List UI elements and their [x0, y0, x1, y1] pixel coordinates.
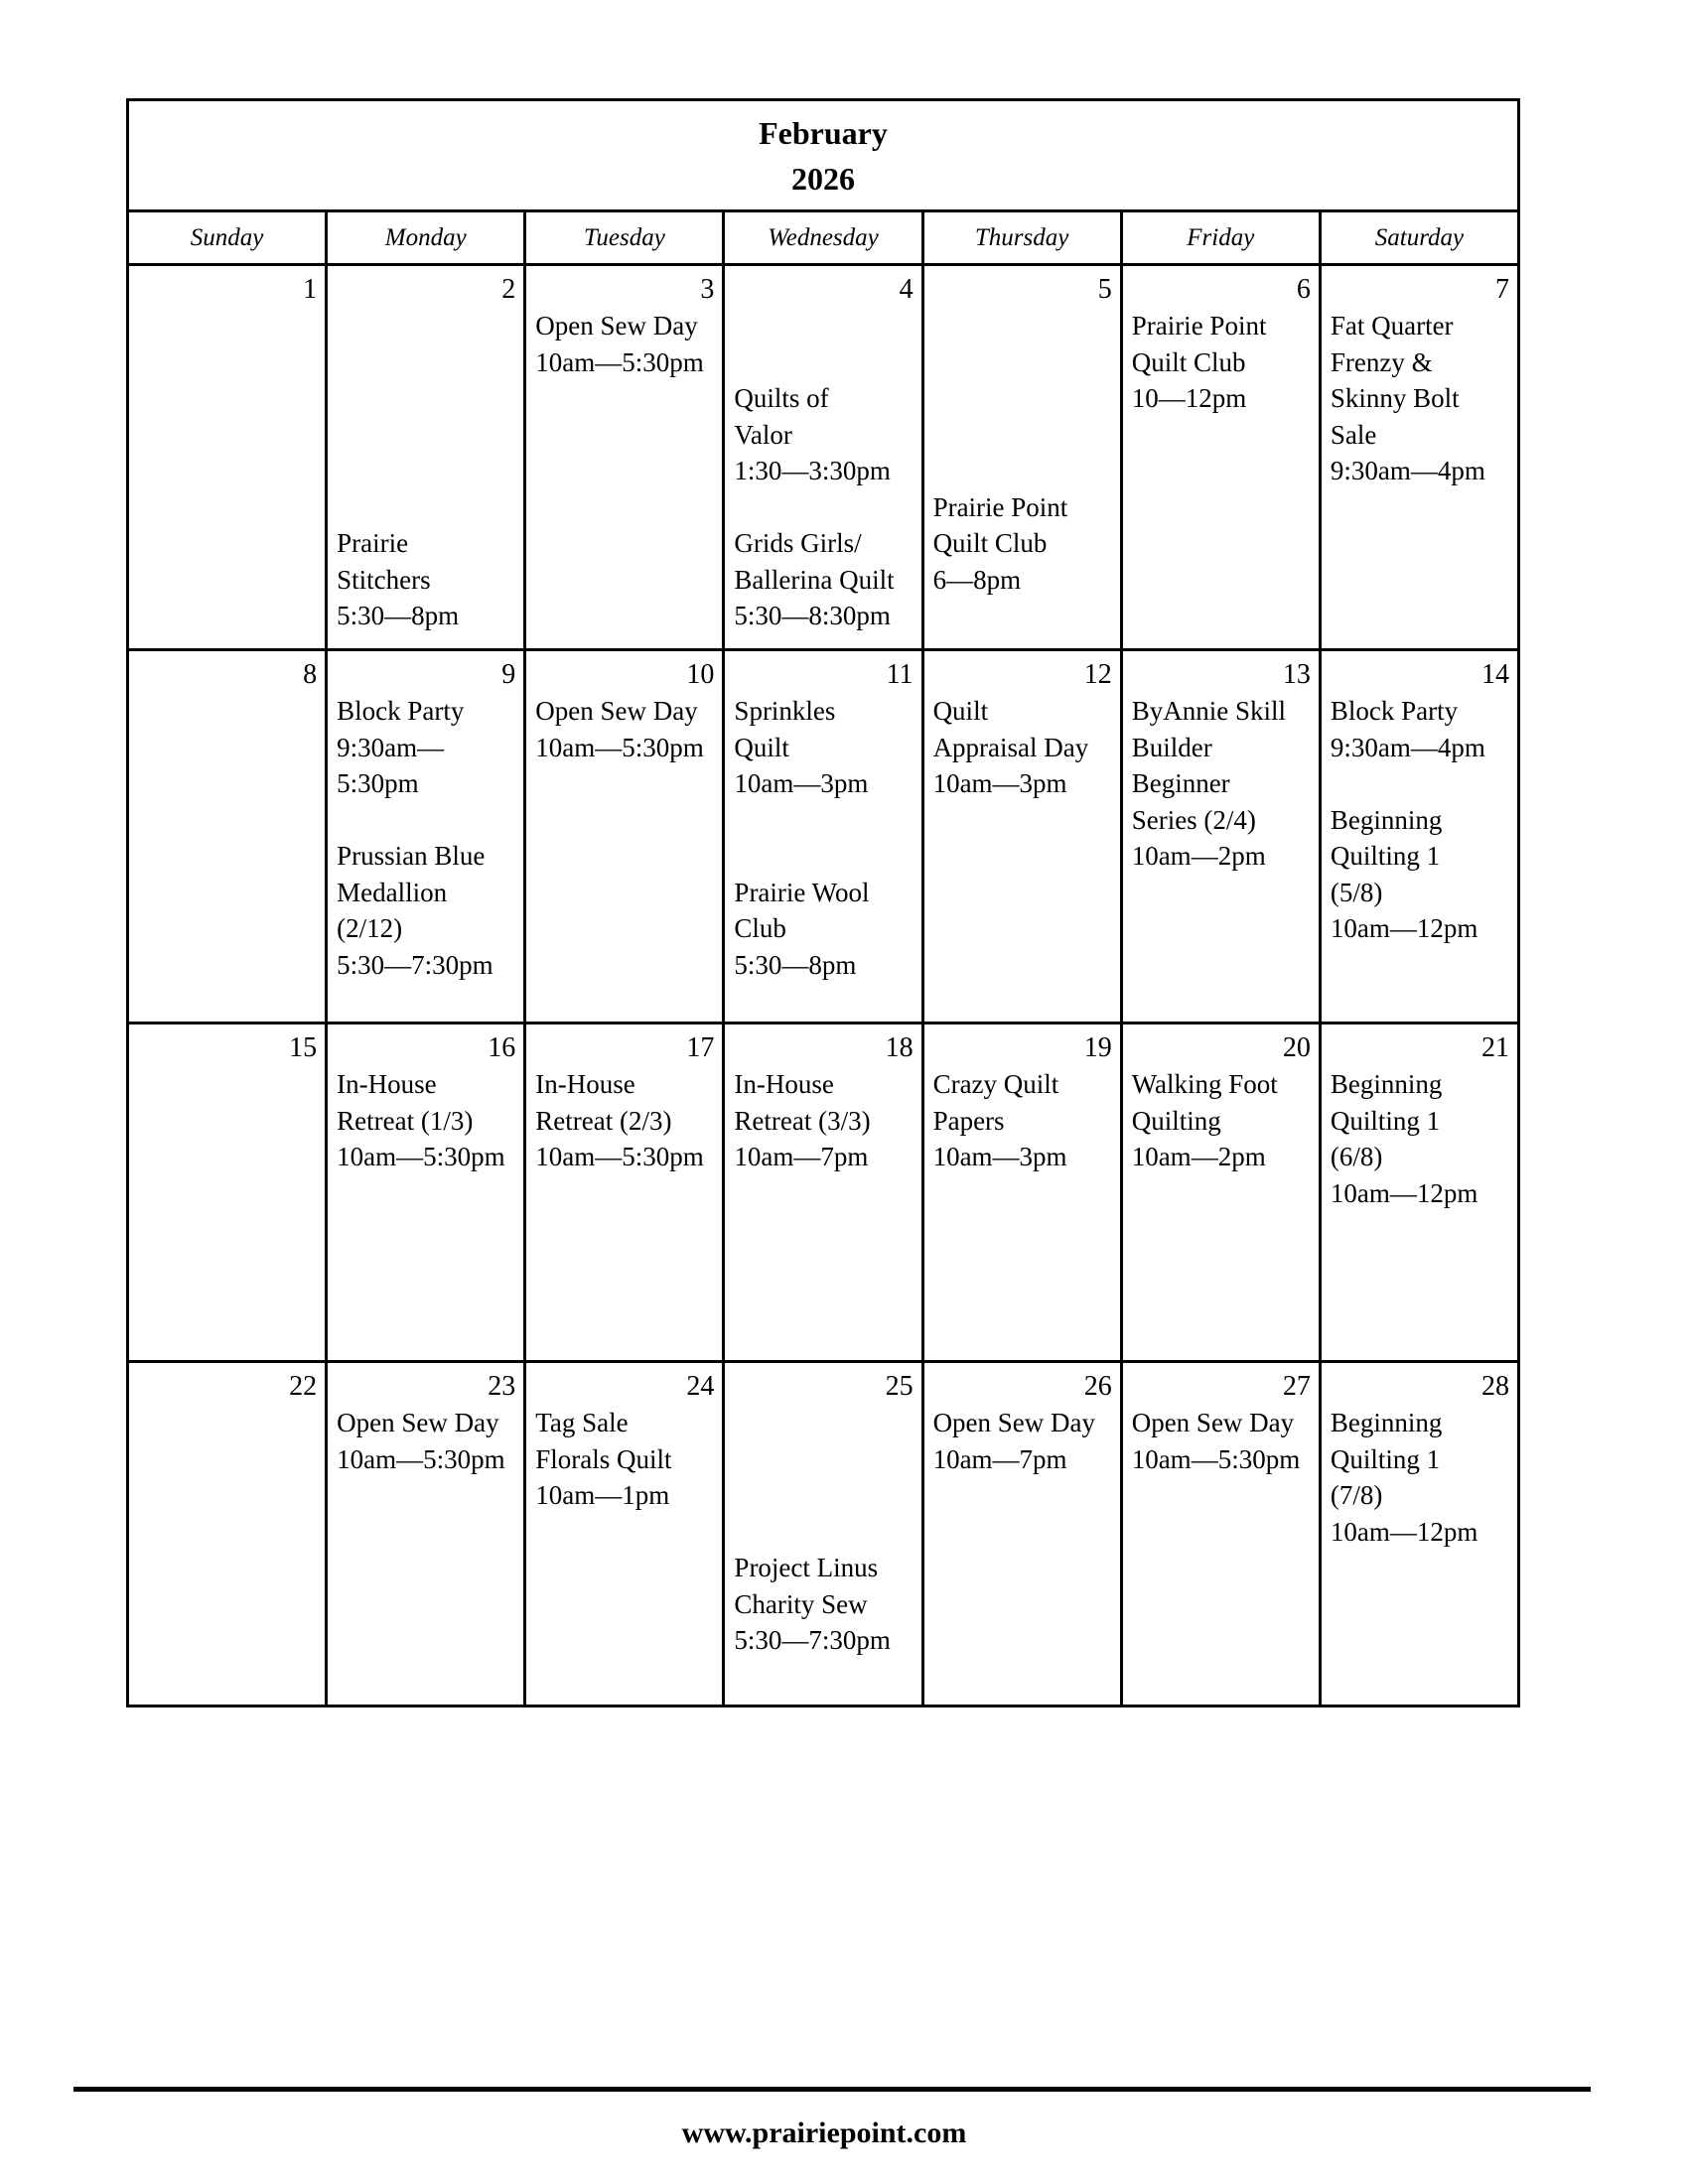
event-text: 10—12pm	[1131, 383, 1247, 413]
day-cell	[327, 1362, 525, 1706]
day-number: 1	[303, 274, 318, 305]
event-text: 10am—3pm	[734, 768, 869, 798]
event-text: 10am—3pm	[932, 1142, 1067, 1171]
day-number: 15	[289, 1032, 318, 1063]
spacer	[734, 838, 913, 875]
event-text: Sale	[1330, 419, 1377, 450]
event-text: Retreat (2/3)	[535, 1105, 672, 1136]
event-text: In-House	[535, 1069, 635, 1099]
event-text: 10am—2pm	[1131, 1142, 1266, 1171]
day-cell	[128, 1362, 327, 1706]
event-text: Open Sew Day	[535, 311, 698, 341]
day-number: 26	[1083, 1371, 1112, 1402]
event-text: Open Sew Day	[337, 1408, 499, 1437]
event-text: Florals Quilt	[535, 1443, 672, 1474]
event-text: Prairie Point	[932, 491, 1068, 522]
event-text: Grids Girls/	[734, 528, 862, 558]
event-text: Quilt	[734, 732, 789, 762]
event-text: Builder	[1131, 732, 1212, 762]
day-number: 8	[303, 659, 318, 690]
day-number: 20	[1282, 1032, 1311, 1063]
calendar-body	[128, 265, 1519, 1706]
event-text: Block Party	[1330, 696, 1459, 726]
day-number: 23	[488, 1371, 516, 1402]
event-text: 10am—12pm	[1330, 1516, 1478, 1547]
event-text: Quilting	[1131, 1105, 1221, 1136]
year: 2026	[791, 160, 855, 197]
day-cell	[327, 1024, 525, 1362]
event-text: (5/8)	[1330, 877, 1383, 907]
day-number: 27	[1282, 1371, 1311, 1402]
day-number: 12	[1083, 659, 1112, 690]
event-text: Frenzy &	[1330, 346, 1433, 377]
event-text: 10am—7pm	[734, 1142, 869, 1171]
day-number: 9	[501, 659, 516, 690]
day-cell	[327, 265, 525, 650]
week-row	[128, 650, 1519, 1024]
event-text: 5:30pm	[337, 768, 419, 798]
event-text: 10am—5:30pm	[535, 346, 704, 377]
day-cell	[922, 650, 1121, 1024]
event-text: 10am—5:30pm	[337, 1443, 505, 1474]
day-cell	[724, 265, 922, 650]
day-number: 5	[1097, 274, 1112, 305]
weekday-friday: Friday	[1121, 211, 1320, 265]
event-text: Retreat (3/3)	[734, 1105, 871, 1136]
day-number: 22	[289, 1371, 318, 1402]
day-number: 4	[899, 274, 914, 305]
event-text: 10am—5:30pm	[1131, 1443, 1301, 1474]
event-text: 5:30—7:30pm	[337, 949, 493, 980]
spacer	[337, 802, 515, 839]
event-text: Quilt	[932, 696, 989, 726]
event-text: 9:30am—	[337, 732, 445, 762]
event-text: Appraisal Day	[932, 732, 1089, 762]
event-text: Quilt Club	[1131, 346, 1246, 377]
event-text: Skinny Bolt	[1330, 383, 1460, 413]
day-number: 13	[1282, 659, 1311, 690]
event-text: Stitchers	[337, 564, 431, 595]
spacer	[734, 802, 913, 839]
spacer	[1331, 765, 1509, 802]
calendar-header-row	[128, 100, 1519, 211]
weekday-saturday: Saturday	[1320, 211, 1518, 265]
event-text: Quilting 1	[1330, 1105, 1441, 1136]
day-cell	[128, 265, 327, 650]
spacer	[933, 344, 1112, 381]
spacer	[337, 380, 515, 417]
event-text: Quilting 1	[1330, 1443, 1441, 1474]
day-cell	[922, 1024, 1121, 1362]
event-text: Quilt Club	[932, 528, 1048, 558]
event-text: Ballerina Quilt	[734, 564, 895, 595]
day-number: 28	[1481, 1371, 1509, 1402]
day-number: 17	[686, 1032, 715, 1063]
month-name: February	[759, 114, 888, 151]
weekday-sunday: Sunday	[128, 211, 327, 265]
spacer	[734, 1405, 913, 1441]
event-text: 10am—12pm	[1330, 1177, 1478, 1208]
day-number: 19	[1083, 1032, 1112, 1063]
day-number: 10	[686, 659, 715, 690]
spacer	[337, 417, 515, 454]
event-text: Open Sew Day	[535, 696, 698, 726]
event-text: 10am—3pm	[932, 768, 1067, 798]
event-text: Beginning	[1330, 1069, 1443, 1099]
day-number: 3	[700, 274, 715, 305]
event-text: 5:30—7:30pm	[734, 1625, 891, 1655]
event-text: Block Party	[337, 696, 465, 726]
event-text: Papers	[932, 1105, 1005, 1136]
event-text: Project Linus	[734, 1553, 879, 1582]
event-text: 6—8pm	[932, 564, 1022, 595]
spacer	[734, 1441, 913, 1478]
day-cell	[525, 1362, 724, 1706]
event-text: (2/12)	[337, 913, 403, 943]
event-text: Prussian Blue	[337, 841, 486, 871]
weekday-wednesday: Wednesday	[724, 211, 922, 265]
day-number: 18	[885, 1032, 914, 1063]
day-number: 16	[488, 1032, 516, 1063]
event-text: Beginner	[1131, 768, 1230, 798]
week-row	[128, 1024, 1519, 1362]
event-text: 5:30—8:30pm	[734, 601, 891, 630]
day-cell	[1320, 1024, 1518, 1362]
event-text: Walking Foot	[1131, 1069, 1278, 1099]
footer-divider	[73, 2087, 1591, 2092]
event-text: In-House	[337, 1069, 437, 1099]
day-number: 24	[686, 1371, 715, 1402]
event-text: Quilting 1	[1330, 841, 1441, 871]
event-text: Sprinkles	[734, 696, 836, 726]
spacer	[337, 453, 515, 489]
event-text: Charity Sew	[734, 1588, 868, 1619]
event-text: 1:30—3:30pm	[734, 456, 891, 485]
day-cell	[1121, 265, 1320, 650]
day-cell	[724, 1024, 922, 1362]
day-cell	[525, 650, 724, 1024]
event-text: Beginning	[1330, 804, 1443, 835]
event-text: 10am—2pm	[1131, 841, 1266, 871]
day-cell	[1320, 650, 1518, 1024]
event-text: 10am—12pm	[1330, 913, 1478, 943]
day-cell	[1121, 1024, 1320, 1362]
day-number: 25	[885, 1371, 914, 1402]
day-cell	[724, 650, 922, 1024]
event-text: Prairie Point	[1131, 311, 1267, 341]
weekday-tuesday: Tuesday	[525, 211, 724, 265]
footer-website: www.prairiepoint.com	[681, 2116, 967, 2149]
spacer	[933, 380, 1112, 417]
day-cell	[525, 265, 724, 650]
weekday-monday: Monday	[327, 211, 525, 265]
event-text: 9:30am—4pm	[1330, 456, 1485, 485]
event-text: Crazy Quilt	[932, 1069, 1059, 1099]
event-text: Series (2/4)	[1131, 804, 1256, 835]
day-cell	[1121, 650, 1320, 1024]
calendar-table	[126, 98, 1520, 1707]
spacer	[337, 308, 515, 344]
day-number: 6	[1296, 274, 1311, 305]
event-text: ByAnnie Skill	[1131, 696, 1286, 726]
event-text: Retreat (1/3)	[337, 1105, 474, 1136]
event-text: Medallion	[337, 877, 448, 907]
calendar-title	[128, 100, 1519, 211]
event-text: Open Sew Day	[932, 1408, 1096, 1437]
weekday-row	[128, 211, 1519, 265]
event-text: 5:30—8pm	[337, 601, 460, 630]
event-text: Fat Quarter	[1330, 311, 1454, 341]
event-text: In-House	[734, 1069, 834, 1099]
event-text: (6/8)	[1330, 1142, 1383, 1171]
event-text: (7/8)	[1330, 1480, 1383, 1510]
event-text: Club	[734, 913, 786, 943]
spacer	[337, 344, 515, 381]
spacer	[734, 344, 913, 381]
day-cell	[327, 650, 525, 1024]
day-cell	[128, 650, 327, 1024]
event-text: Valor	[734, 419, 792, 450]
day-cell	[1320, 265, 1518, 650]
day-number: 11	[886, 659, 914, 690]
event-text: Beginning	[1330, 1408, 1443, 1437]
event-text: Prairie Wool	[734, 877, 870, 907]
day-number: 21	[1481, 1032, 1509, 1063]
event-text: 9:30am—4pm	[1330, 732, 1485, 762]
event-text: Tag Sale	[535, 1408, 629, 1437]
week-row	[128, 265, 1519, 650]
event-text: 10am—5:30pm	[337, 1142, 505, 1171]
spacer	[734, 1477, 913, 1514]
event-text: 10am—1pm	[535, 1480, 670, 1510]
week-row	[128, 1362, 1519, 1706]
day-cell	[128, 1024, 327, 1362]
spacer	[734, 489, 913, 526]
event-text: 5:30—8pm	[734, 949, 857, 980]
day-cell	[922, 1362, 1121, 1706]
event-text: 10am—5:30pm	[535, 1142, 704, 1171]
event-text: Prairie	[337, 528, 409, 558]
spacer	[734, 1514, 913, 1551]
event-text: 10am—5:30pm	[535, 732, 704, 762]
day-number: 2	[501, 274, 516, 305]
weekday-thursday: Thursday	[922, 211, 1121, 265]
spacer	[337, 489, 515, 526]
day-number: 7	[1495, 274, 1509, 305]
spacer	[734, 308, 913, 344]
day-cell	[724, 1362, 922, 1706]
day-cell	[1121, 1362, 1320, 1706]
event-text: 10am—7pm	[932, 1443, 1067, 1474]
day-number: 14	[1481, 659, 1509, 690]
spacer	[933, 453, 1112, 489]
event-text: Quilts of	[734, 383, 829, 413]
spacer	[933, 417, 1112, 454]
day-cell	[1320, 1362, 1518, 1706]
day-cell	[525, 1024, 724, 1362]
spacer	[933, 308, 1112, 344]
day-cell	[922, 265, 1121, 650]
event-text: Open Sew Day	[1131, 1408, 1295, 1437]
